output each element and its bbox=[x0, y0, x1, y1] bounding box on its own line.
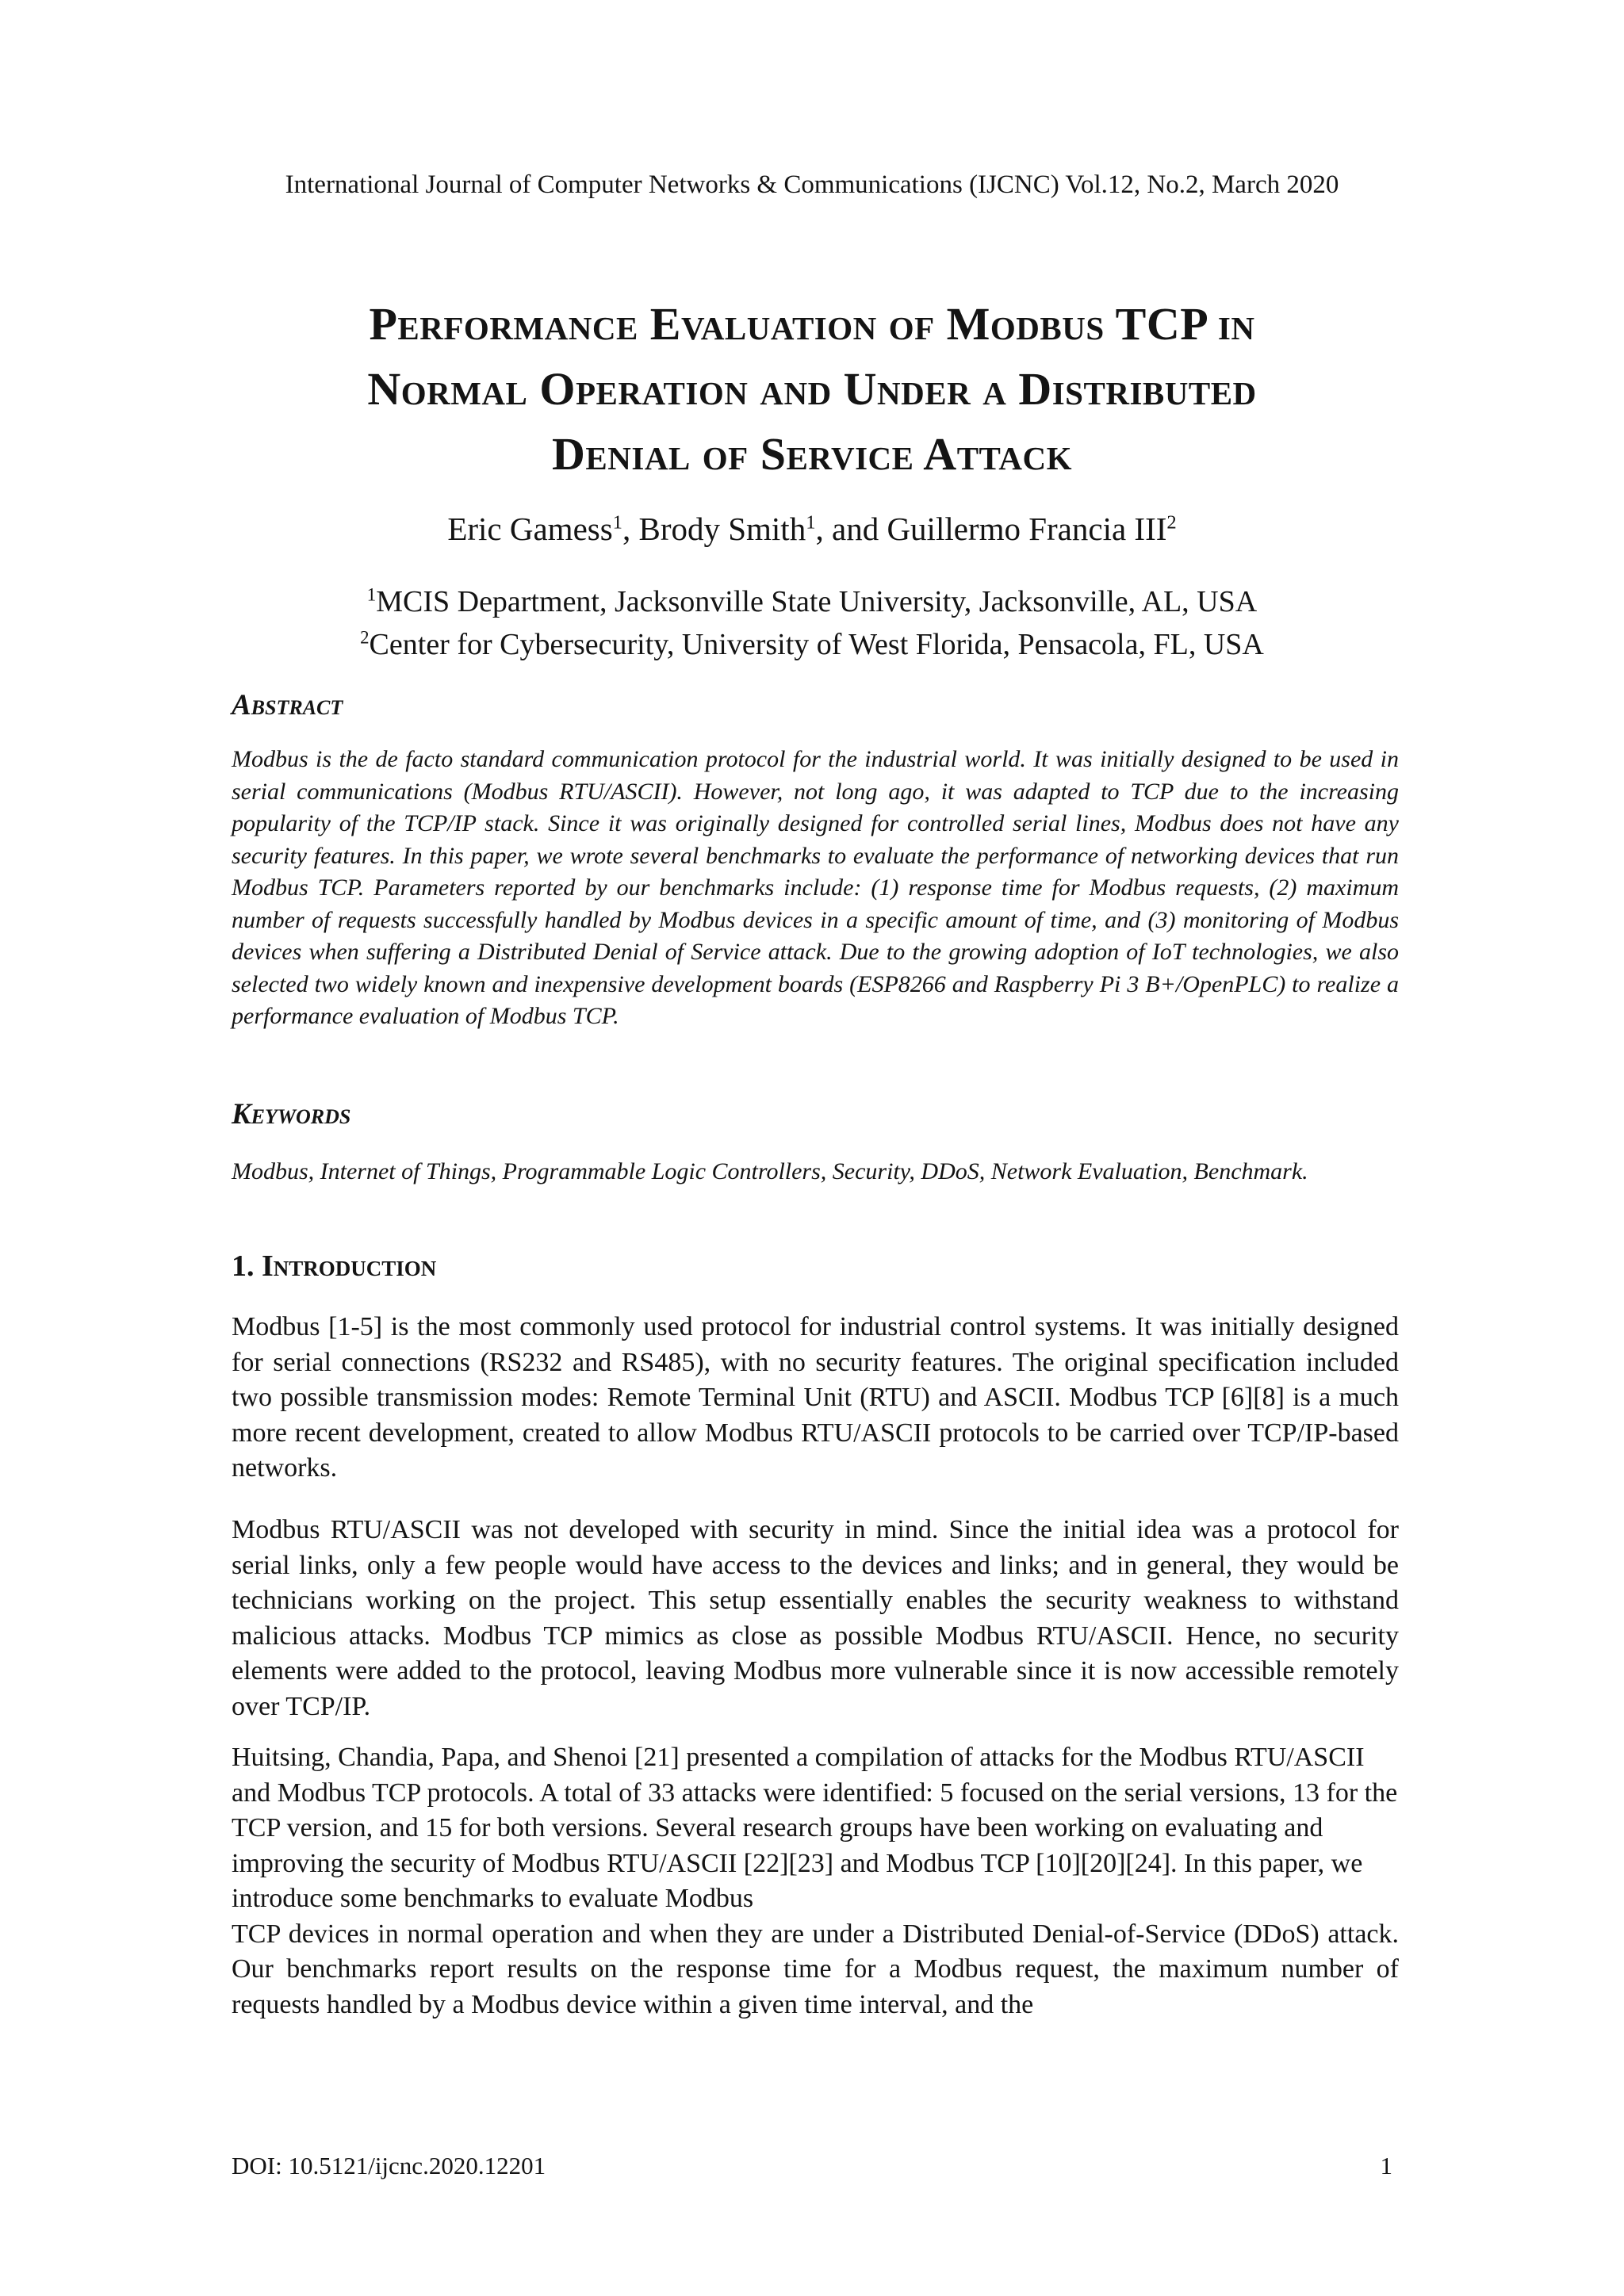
author-1-affiliation-mark: 1 bbox=[612, 511, 622, 534]
affiliation-1-mark: 1 bbox=[366, 584, 377, 605]
affiliations bbox=[0, 580, 1624, 666]
intro-paragraph-3-part-a: Huitsing, Chandia, Papa, and Shenoi [21] presented a compilation of attacks for the Modbus RTU/ASCII and Modbus TCP protocols. A total of 33 attacks were identified: 5 focused on the serial versions, 13 for the TCP version, and 15 for both versions. Several research groups have been working on evaluating and improving the security of Modbus RTU/ASCII [22][23] and Modbus TCP [10][20][24]. In this paper, we introduce some benchmarks to evaluate Modbus bbox=[232, 1743, 1398, 1913]
author-3-affiliation-mark: 2 bbox=[1166, 511, 1177, 534]
title-line-2: Normal Operation and Under a Distributed bbox=[367, 363, 1257, 415]
author-1: Eric Gamess bbox=[447, 511, 613, 547]
affiliation-2 bbox=[0, 623, 1624, 666]
keywords-heading: Keywords bbox=[232, 1098, 351, 1131]
intro-paragraph-3 bbox=[232, 1740, 1399, 2022]
introduction-heading: 1. Introduction bbox=[232, 1249, 437, 1283]
intro-paragraph-1: Modbus [1-5] is the most commonly used protocol for industrial control systems. It was initially designed for serial connections (RS232 and RS485), with no security features. The original specification included two possible transmission modes: Remote Terminal Unit (RTU) and ASCII. Modbus TCP [6][8] is a much more recent development, created to allow Modbus RTU/ASCII protocols to be carried over TCP/IP-based networks. bbox=[232, 1312, 1399, 1483]
doi-footer: DOI: 10.5121/ijcnc.2020.12201 bbox=[232, 2152, 546, 2179]
title-line-1: Performance Evaluation of Modbus TCP in bbox=[369, 298, 1255, 350]
title-line-3: Denial of Service Attack bbox=[552, 428, 1072, 480]
affiliation-1-text: MCIS Department, Jacksonville State University, Jacksonville, AL, USA bbox=[376, 585, 1258, 618]
intro-paragraph-3-part-b: TCP devices in normal operation and when they are under a Distributed Denial-of-Service (DDoS) attack. Our benchmarks report results on the response time for a Modbus request, the maximum number of requests handled by a Modbus device within a given time interval, and the bbox=[232, 1919, 1399, 2019]
page-number: 1 bbox=[1380, 2152, 1392, 2179]
abstract-heading: Abstract bbox=[232, 689, 343, 721]
author-2-affiliation-mark: 1 bbox=[806, 511, 816, 534]
affiliation-2-mark: 2 bbox=[360, 627, 370, 648]
paper-title bbox=[159, 292, 1465, 487]
keywords-text: Modbus, Internet of Things, Programmable Logic Controllers, Security, DDoS, Network Evaluation, Benchmark. bbox=[232, 1158, 1308, 1184]
affiliation-2-text: Center for Cybersecurity, University of West Florida, Pensacola, FL, USA bbox=[369, 628, 1264, 661]
author-3: , and Guillermo Francia III bbox=[815, 511, 1167, 547]
intro-paragraph-2: Modbus RTU/ASCII was not developed with security in mind. Since the initial idea was a protocol for serial links, only a few people would have access to the devices and links; and in general, they would be technicians working on the project. This setup essentially enables the security weakness to withstand malicious attacks. Modbus TCP mimics as close as possible Modbus RTU/ASCII. Hence, no security elements were added to the protocol, leaving Modbus more vulnerable since it is now accessible remotely over TCP/IP. bbox=[232, 1515, 1399, 1721]
affiliation-1 bbox=[0, 580, 1624, 623]
author-2: , Brody Smith bbox=[622, 511, 806, 547]
abstract-text: Modbus is the de facto standard communication protocol for the industrial world. It was initially designed to be used in serial communications (Modbus RTU/ASCII). However, not long ago, it was adapted to TCP due to the increasing popularity of the TCP/IP stack. Since it was originally designed for controlled serial lines, Modbus does not have any security features. In this paper, we wrote several benchmarks to evaluate the performance of networking devices that run Modbus TCP. Parameters reported by our benchmarks include: (1) response time for Modbus requests, (2) maximum number of requests successfully handled by Modbus devices in a specific amount of time, and (3) monitoring of Modbus devices when suffering a Distributed Denial of Service attack. Due to the growing adoption of IoT technologies, we also selected two widely known and inexpensive development boards (ESP8266 and Raspberry Pi 3 B+/OpenPLC) to realize a performance evaluation of Modbus TCP. bbox=[232, 746, 1399, 1029]
author-list bbox=[0, 509, 1624, 549]
journal-header: International Journal of Computer Networks & Communications (IJCNC) Vol.12, No.2, March 2020 bbox=[285, 170, 1339, 199]
